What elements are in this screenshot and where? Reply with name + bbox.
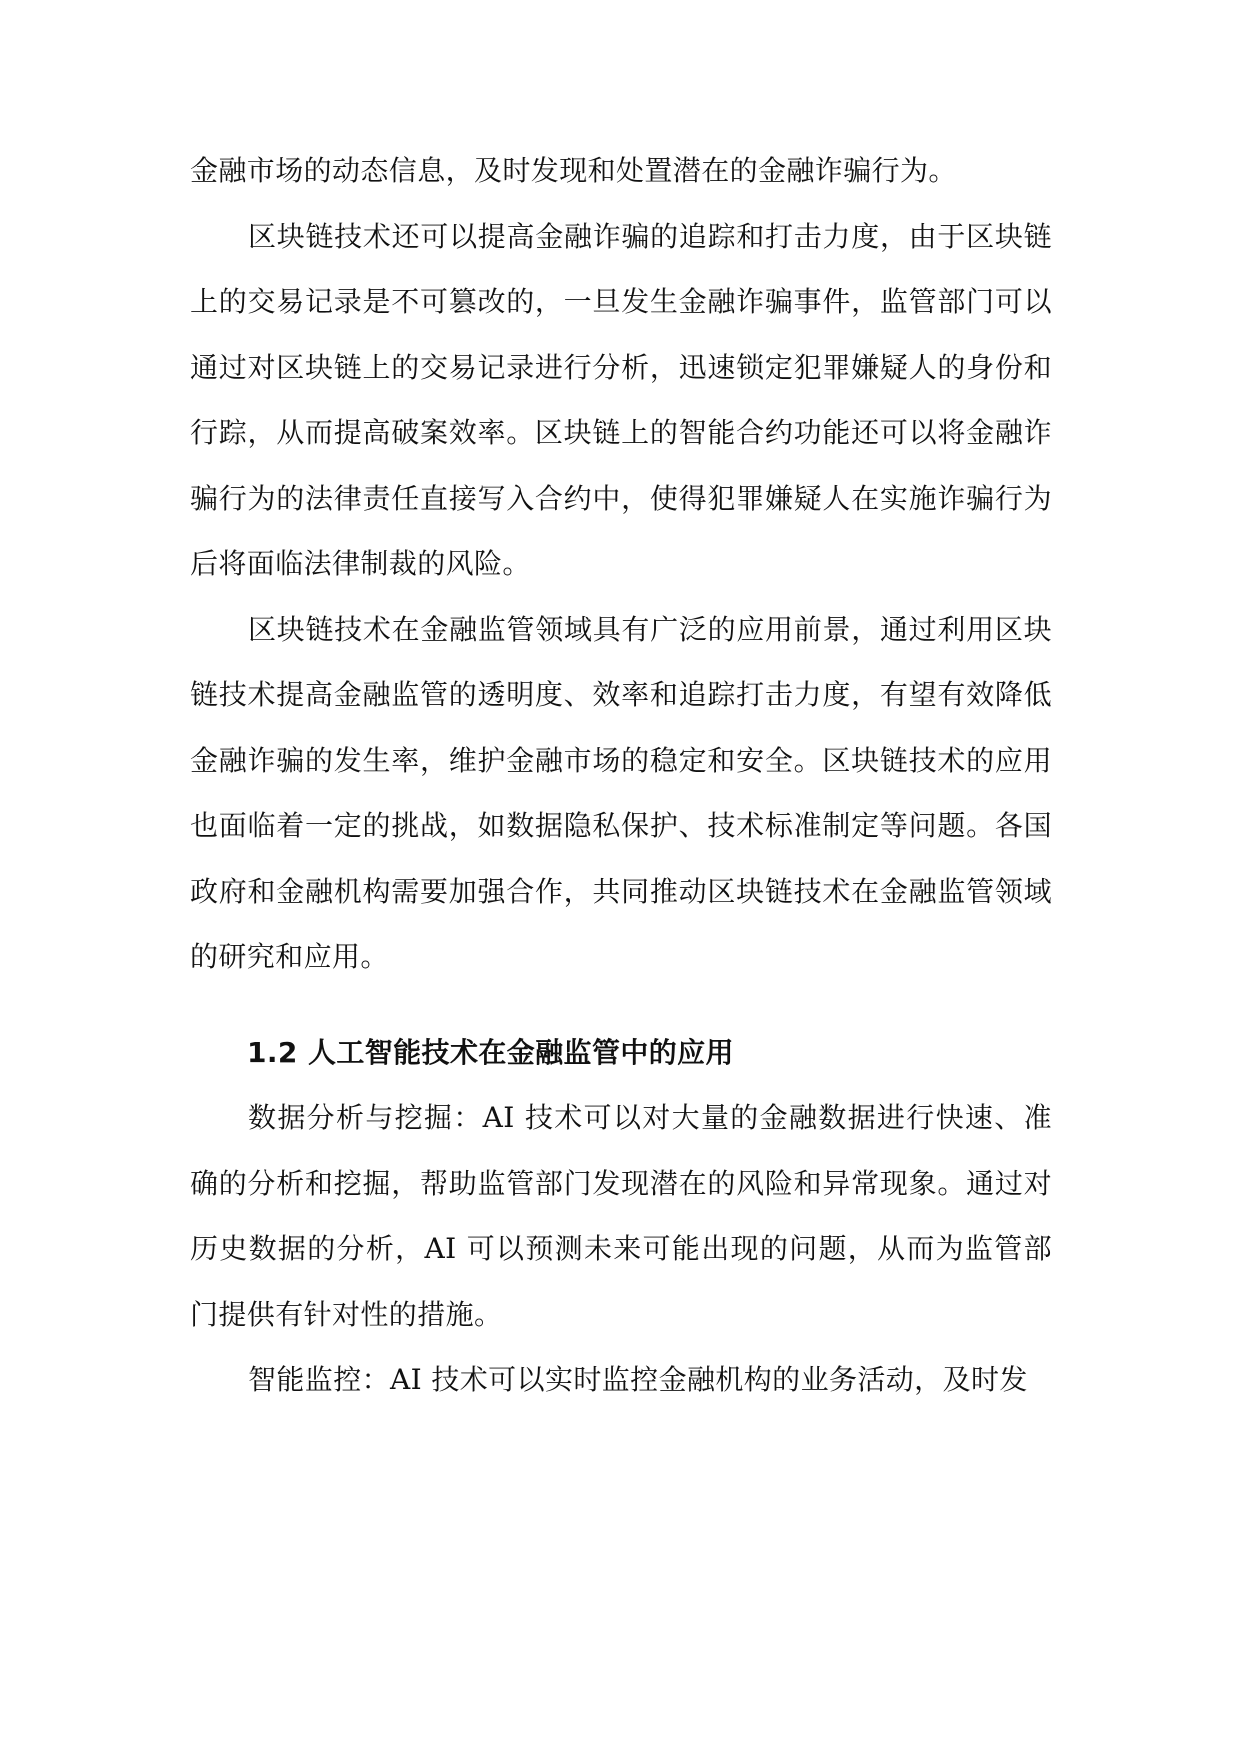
paragraph-blockchain-tracking: 区块链技术还可以提高金融诈骗的追踪和打击力度，由于区块链上的交易记录是不可篡改的，一旦发生金融诈骗事件，监管部门可以通过对区块链上的交易记录进行分析，迅速锁定犯罪嫌疑人的身份和行踪，从而提高破案效率。区块链上的智能合约功能还可以将金融诈骗行为的法律责任直接写入合约中，使得犯罪嫌疑人在实施诈骗行为后将面临法律制裁的风险。 xyxy=(190,219,1052,580)
paragraph-data-analysis: 数据分析与挖掘：AI 技术可以对大量的金融数据进行快速、准确的分析和挖掘，帮助监管部门发现潜在的风险和异常现象。通过对历史数据的分析，AI 可以预测未来可能出现的问题，从而为监管部门提供有针对性的措施。 xyxy=(190,1101,1052,1331)
section-heading: 1.2 人工智能技术在金融监管中的应用 xyxy=(247,1035,734,1069)
paragraph-blockchain-prospects: 区块链技术在金融监管领域具有广泛的应用前景，通过利用区块链技术提高金融监管的透明度、效率和追踪打击力度，有望有效降低金融诈骗的发生率，维护金融市场的稳定和安全。区块链技术的应用也面临着一定的挑战，如数据隐私保护、技术标准制定等问题。各国政府和金融机构需要加强合作，共同推动区块链技术在金融监管领域的研究和应用。 xyxy=(190,612,1052,973)
paragraph-continuation: 金融市场的动态信息，及时发现和处置潜在的金融诈骗行为。 xyxy=(190,154,957,187)
document-body xyxy=(190,138,1052,1413)
paragraph-smart-monitoring: 智能监控：AI 技术可以实时监控金融机构的业务活动，及时发 xyxy=(248,1363,1028,1396)
